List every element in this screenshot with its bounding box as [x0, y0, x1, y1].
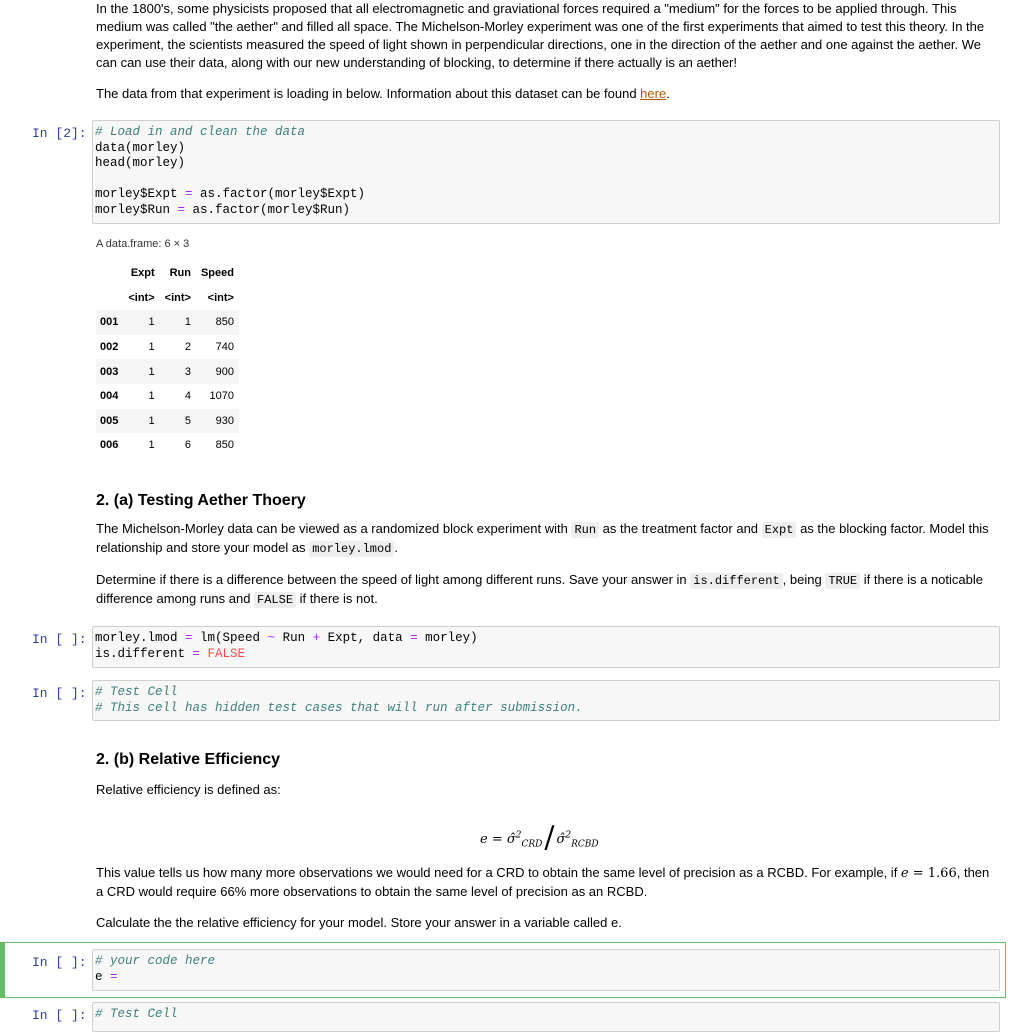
row-label: 006 — [100, 439, 119, 452]
table-cell: 1 — [148, 439, 155, 452]
table-row — [96, 384, 239, 409]
column-header: Expt — [130, 267, 155, 280]
section-a-markdown — [96, 492, 996, 609]
table-cell: 1 — [184, 316, 191, 329]
section-b-paragraph-2: This value tells us how many more observations we would need for a CRD to obtain the same level of precision as a RCBD. For example, if e = 1.66, then a CRD would require 66% more observations to obtain the same level of precision as an RCBD. — [96, 865, 990, 899]
code-cell-test[interactable]: # Test Cell # This cell has hidden test cases that will run after submission. — [92, 680, 1000, 721]
cell-prompt: In [ ]: — [32, 686, 87, 701]
dataframe-caption: A data.frame: 6 × 3 — [96, 238, 190, 250]
section-b-markdown — [96, 751, 996, 799]
loading-paragraph: The data from that experiment is loading in below. Information about this dataset can be found here. — [96, 86, 670, 101]
table-cell: 740 — [215, 341, 234, 354]
row-label: 002 — [100, 341, 119, 354]
section-a-paragraph-2: Determine if there is a difference between the speed of light among different runs. Save your answer in is.different , being TRUE if there is a noticable difference among runs and FALSE if there is not. — [96, 572, 983, 607]
selected-cell-indicator — [0, 942, 5, 998]
dataframe-header-row — [96, 261, 239, 286]
row-label: 005 — [100, 414, 119, 427]
column-header: Speed — [200, 267, 234, 280]
section-b-paragraph-3: Calculate the the relative efficiency for your model. Store your answer in a variable called e. — [96, 915, 622, 930]
table-cell: 1 — [148, 316, 155, 329]
code-cell-model[interactable]: morley.lmod = lm(Speed ~ Run + Expt, data = morley) is.different = FALSE — [92, 626, 1000, 668]
code-cell-test-2[interactable]: # Test Cell — [92, 1002, 1000, 1032]
table-cell: 1 — [148, 365, 155, 378]
row-label: 001 — [100, 316, 119, 329]
column-type: <int> — [128, 291, 155, 304]
column-type: <int> — [164, 291, 191, 304]
column-header: Run — [169, 267, 191, 280]
row-label: 004 — [100, 390, 119, 403]
table-cell: 1070 — [209, 390, 234, 403]
table-cell: 2 — [184, 341, 191, 354]
cell-prompt: In [2]: — [32, 126, 87, 141]
table-row — [96, 310, 239, 335]
cell-prompt: In [ ]: — [32, 955, 87, 970]
dataframe-type-row — [96, 286, 239, 311]
cell-prompt: In [ ]: — [32, 1008, 87, 1023]
section-a-paragraph-1: The Michelson-Morley data can be viewed as a randomized block experiment with Run as the treatment factor and Expt as the blocking factor. Model this relationship and store your model as morley.lmod . — [96, 521, 989, 556]
table-row — [96, 359, 239, 384]
table-cell: 850 — [215, 439, 234, 452]
table-cell: 5 — [184, 414, 191, 427]
dataframe-table — [96, 261, 239, 458]
section-a-heading: 2. (a) Testing Aether Thoery — [96, 492, 306, 509]
table-cell: 930 — [215, 414, 234, 427]
table-row — [96, 335, 239, 360]
table-cell: 850 — [215, 316, 234, 329]
table-cell: 3 — [184, 365, 191, 378]
cell-prompt: In [ ]: — [32, 632, 87, 647]
intro-paragraph: In the 1800's, some physicists proposed that all electromagnetic and graviational forces required a "medium" for the forces to be applied through. This medium was called "the aether" and filled all space. The Michelson-Morley experiment was one of the first experiments that aimed to test this theory. In the experiment, the scientists measured the speed of light shown in perpendicular directions, one in the direction of the aether and one against the aether. We can can use their data, along with our new understanding of blocking, to determine if there actually is an aether! — [96, 1, 985, 70]
table-cell: 1 — [148, 390, 155, 403]
row-label: 003 — [100, 365, 119, 378]
section-b-heading: 2. (b) Relative Efficiency — [96, 751, 281, 768]
table-cell: 900 — [215, 365, 234, 378]
section-b-paragraph-1: Relative efficiency is defined as: — [96, 782, 281, 797]
table-row — [96, 433, 239, 458]
table-row — [96, 409, 239, 434]
table-cell: 1 — [148, 414, 155, 427]
table-cell: 6 — [184, 439, 191, 452]
intro-markdown — [96, 0, 996, 103]
code-cell-answer[interactable]: # your code here e = — [92, 949, 1000, 991]
code-cell-load-data[interactable]: # Load in and clean the data data(morley) head(morley) morley$Expt = as.factor(morley$Expt) morley$Run = as.factor(morley$Run) — [92, 120, 1000, 224]
table-cell: 1 — [148, 341, 155, 354]
column-type: <int> — [207, 291, 234, 304]
section-b-body — [96, 864, 996, 932]
dataset-info-link[interactable]: here — [640, 86, 667, 101]
dataframe-corner — [96, 261, 123, 286]
relative-efficiency-formula: e = σ̂$^2_{CRD}$/ σ̂$^2_{RCBD}$ — [480, 820, 599, 855]
table-cell: 4 — [184, 390, 191, 403]
